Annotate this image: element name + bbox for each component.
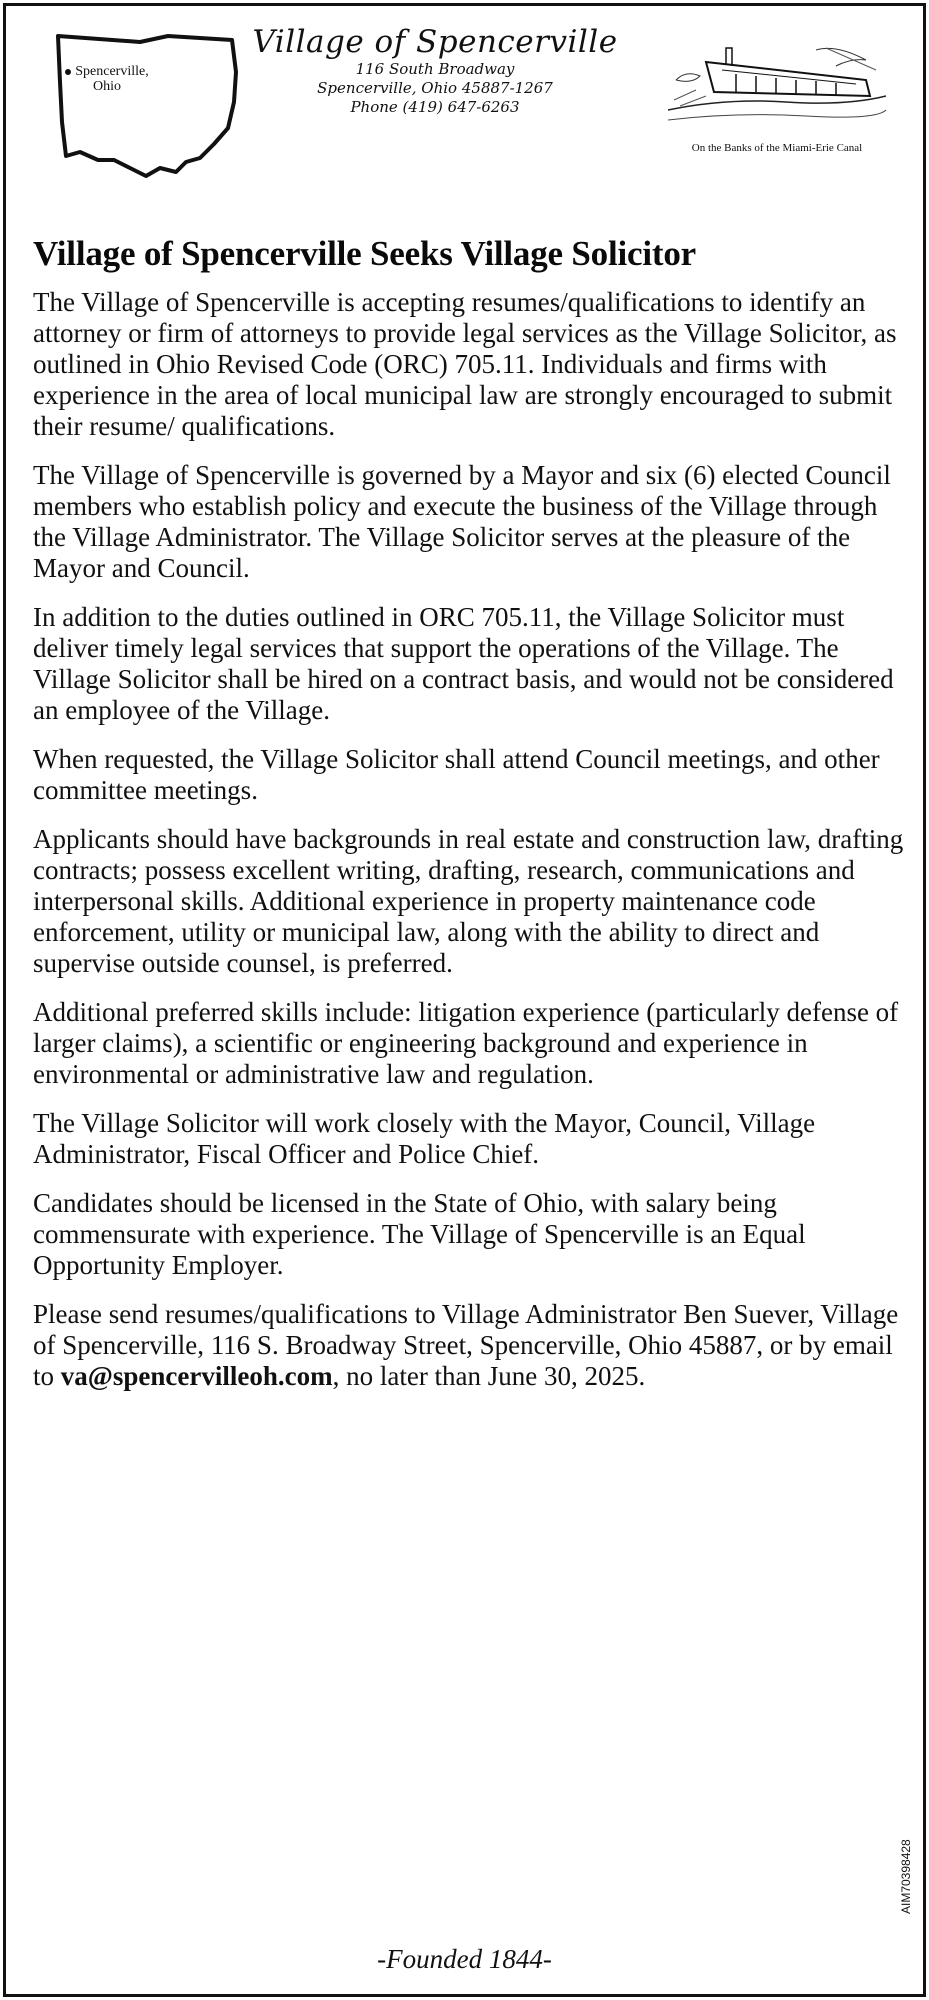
paragraph-licensing: Candidates should be licensed in the State of Ohio, with salary being commensurate with experience. The Village of Spencerville is an Equal Opportunity Employer. [33, 1188, 806, 1280]
town-name: Spencerville, [75, 64, 149, 79]
paragraph-governance: The Village of Spencerville is governed by a Mayor and six (6) elected Council members who establish policy and execute the business of the Village through the Village Administrator. The Village Solicitor serves at the pleasure of the Mayor and Council. [33, 460, 891, 583]
canal-caption: On the Banks of the Miami-Erie Canal [691, 142, 863, 154]
paragraph-preferred-skills: Additional preferred skills include: litigation experience (particularly defense of larger claims), a scientific or engineering background and experience in environmental or administrative law and regulation. [33, 997, 899, 1089]
paragraph-backgrounds: Applicants should have backgrounds in real estate and construction law, drafting contracts; possess excellent writing, drafting, research, communications and interpersonal skills. Additional experience in property maintenance code enforcement, utility or municipal law, along with the ability to direct and supervise outside counsel, is preferred. [33, 824, 904, 978]
map-town-label [42, 64, 172, 94]
town-state: Ohio [93, 79, 121, 94]
paragraph-intro: The Village of Spencerville is accepting resumes/qualifications to identify an attorney or firm of attorneys to provide legal services as the Village Solicitor, as outlined in Ohio Revised Code (ORC) 705.11. Individuals and firms with experience in the area of local municipal law are strongly encouraged to submit their resume/ qualifications. [33, 287, 897, 441]
paragraph-meetings: When requested, the Village Solicitor shall attend Council meetings, and other committee meetings. [33, 744, 880, 805]
paragraph-how-to-apply [33, 1299, 905, 1392]
advertisement-frame [3, 3, 926, 1997]
apply-instructions: Please send resumes/qualifications to Village Administrator Ben Suever, Village of Spencerville, 116 S. Broadway Street, Spencerville, Ohio 45887, or by email to [33, 1299, 899, 1391]
letterhead-title: Village of Spencerville [252, 24, 618, 60]
letterhead-city: Spencerville, Ohio 45887-1267 [317, 79, 553, 97]
founded-line: -Founded 1844- [377, 1944, 552, 1974]
ohio-outline-icon [50, 32, 246, 180]
ad-code: AIM70398428 [899, 1839, 913, 1914]
paragraph-duties: In addition to the duties outlined in ORC 705.11, the Village Solicitor must deliver timely legal services that support the operations of the Village. The Village Solicitor shall be hired on a contract basis, and would not be considered an employee of the Village. [33, 602, 894, 725]
letterhead-phone: Phone (419) 647-6263 [350, 98, 520, 116]
contact-email-link[interactable]: va@spencervilleoh.com [60, 1361, 333, 1391]
ad-body [33, 232, 905, 1410]
letterhead-block [240, 24, 630, 117]
apply-deadline: , no later than June 30, 2025. [332, 1361, 646, 1391]
letterhead-address: 116 South Broadway [355, 60, 515, 78]
canal-boat-illustration-icon [666, 40, 888, 132]
letterhead-header [6, 6, 923, 191]
town-marker-icon [65, 69, 71, 75]
paragraph-collaboration: The Village Solicitor will work closely with the Mayor, Council, Village Administrator, Fiscal Officer and Police Chief. [33, 1108, 816, 1169]
headline: Village of Spencerville Seeks Village Solicitor [33, 234, 696, 273]
